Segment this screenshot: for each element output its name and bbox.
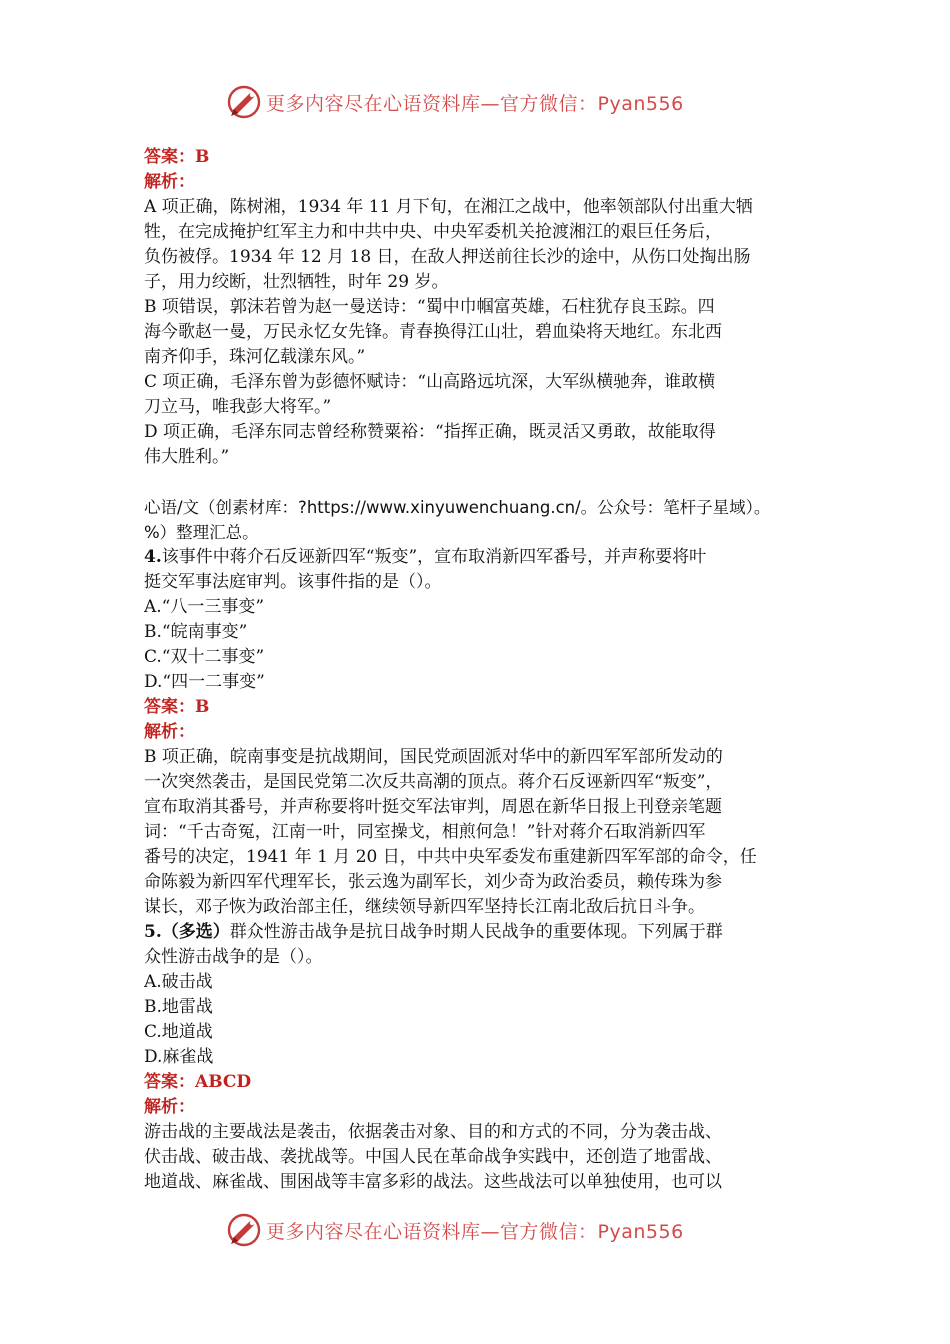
q4-question-line: 挺交军事法庭审判。该事件指的是（）。 bbox=[144, 572, 442, 592]
pen-logo-icon bbox=[226, 1212, 262, 1248]
q4-question bbox=[144, 545, 812, 570]
q5-analysis-label: 解析： bbox=[144, 1097, 195, 1117]
q4-question-text: 该事件中蒋介石反诬新四军“叛变”，宣布取消新四军番号，并声称要将叶 bbox=[161, 547, 707, 567]
q5-number: 5.（多选） bbox=[144, 922, 230, 942]
q5-option-b: B.地雷战 bbox=[144, 997, 213, 1017]
source-note-line: 心语/文（创素材库：?https://www.xinyuwenchuang.cn/。公众号：笔杆子星域）。 bbox=[144, 498, 771, 517]
q4-analysis-line: 番号的决定，1941 年 1 月 20 日，中共中央军委发布重建新四军军部的命令，任 bbox=[144, 847, 757, 867]
banner-text: 更多内容尽在心语资料库—官方微信：Pyan556 bbox=[266, 92, 684, 115]
q5-analysis-line: 游击战的主要战法是袭击，依据袭击对象、目的和方式的不同，分为袭击战、 bbox=[144, 1122, 722, 1142]
q5-option-d: D.麻雀战 bbox=[144, 1047, 214, 1067]
document-body bbox=[144, 145, 812, 1195]
q4-analysis-line: 词：“千古奇冤，江南一叶，同室操戈，相煎何急！”针对蒋介石取消新四军 bbox=[144, 822, 706, 842]
q4-analysis-line: 命陈毅为新四军代理军长，张云逸为副军长，刘少奇为政治委员，赖传珠为参 bbox=[144, 872, 722, 892]
q4-option-b: B.“皖南事变” bbox=[144, 622, 248, 642]
footer-banner bbox=[226, 1210, 786, 1250]
q5-answer: 答案：ABCD bbox=[144, 1072, 252, 1092]
q5-analysis-line: 伏击战、破击战、袭扰战等。中国人民在革命战争实践中，还创造了地雷战、 bbox=[144, 1147, 722, 1167]
q3-analysis-line: A 项正确，陈树湘，1934 年 11 月下旬，在湘江之战中，他率领部队付出重大牺 bbox=[144, 197, 753, 217]
q3-analysis-line: 牲，在完成掩护红军主力和中共中央、中央军委机关抢渡湘江的艰巨任务后， bbox=[144, 222, 722, 242]
q3-analysis-line: 刀立马，唯我彭大将军。” bbox=[144, 397, 332, 417]
q4-analysis-line: 宣布取消其番号，并声称要将叶挺交军法审判，周恩在新华日报上刊登亲笔题 bbox=[144, 797, 722, 817]
q3-analysis-line: C 项正确，毛泽东曾为彭德怀赋诗：“山高路远坑深，大军纵横驰奔，谁敢横 bbox=[144, 372, 716, 392]
q4-option-a: A.“八一三事变” bbox=[144, 597, 265, 617]
q4-analysis-label: 解析： bbox=[144, 722, 195, 742]
source-note-line: %）整理汇总。 bbox=[144, 523, 259, 542]
q5-question-text: 群众性游击战争是抗日战争时期人民战争的重要体现。下列属于群 bbox=[229, 922, 723, 942]
q4-analysis-line: 一次突然袭击，是国民党第二次反共高潮的顶点。蒋介石反诬新四军“叛变”， bbox=[144, 772, 723, 792]
q4-analysis-line: 谋长，邓子恢为政治部主任，继续领导新四军坚持长江南北敌后抗日斗争。 bbox=[144, 897, 705, 917]
banner-text: 更多内容尽在心语资料库—官方微信：Pyan556 bbox=[266, 1220, 684, 1243]
q5-option-a: A.破击战 bbox=[144, 972, 213, 992]
q3-analysis-line: 南齐仰手，珠河亿载漾东风。” bbox=[144, 347, 366, 367]
q3-analysis-line: B 项错误，郭沫若曾为赵一曼送诗：“蜀中巾帼富英雄，石柱犹存良玉踪。四 bbox=[144, 297, 715, 317]
q5-question-line: 众性游击战争的是（）。 bbox=[144, 947, 323, 967]
q3-answer: 答案：B bbox=[144, 147, 210, 167]
q4-answer: 答案：B bbox=[144, 697, 210, 717]
q4-analysis-line: B 项正确，皖南事变是抗战期间，国民党顽固派对华中的新四军军部所发动的 bbox=[144, 747, 723, 767]
q3-analysis-line: 负伤被俘。1934 年 12 月 18 日，在敌人押送前往长沙的途中，从伤口处掏出肠 bbox=[144, 247, 751, 267]
q3-analysis-label: 解析： bbox=[144, 172, 195, 192]
spacer bbox=[144, 470, 812, 495]
q4-option-c: C.“双十二事变” bbox=[144, 647, 265, 667]
q3-analysis-line: 海今歌赵一曼，万民永忆女先锋。青春换得江山壮，碧血染将天地红。东北西 bbox=[144, 322, 722, 342]
q5-question bbox=[144, 920, 812, 945]
q3-analysis-line: D 项正确，毛泽东同志曾经称赞粟裕：“指挥正确，既灵活又勇敢，故能取得 bbox=[144, 422, 716, 442]
q5-option-c: C.地道战 bbox=[144, 1022, 213, 1042]
q4-number: 4. bbox=[144, 547, 162, 567]
pen-logo-icon bbox=[226, 84, 262, 120]
q5-analysis-line: 地道战、麻雀战、围困战等丰富多彩的战法。这些战法可以单独使用，也可以 bbox=[144, 1172, 722, 1192]
header-banner bbox=[226, 82, 786, 122]
q4-option-d: D.“四一二事变” bbox=[144, 672, 265, 692]
q3-analysis-line: 伟大胜利。” bbox=[144, 447, 230, 467]
q3-analysis-line: 子，用力绞断，壮烈牺牲，时年 29 岁。 bbox=[144, 272, 449, 292]
